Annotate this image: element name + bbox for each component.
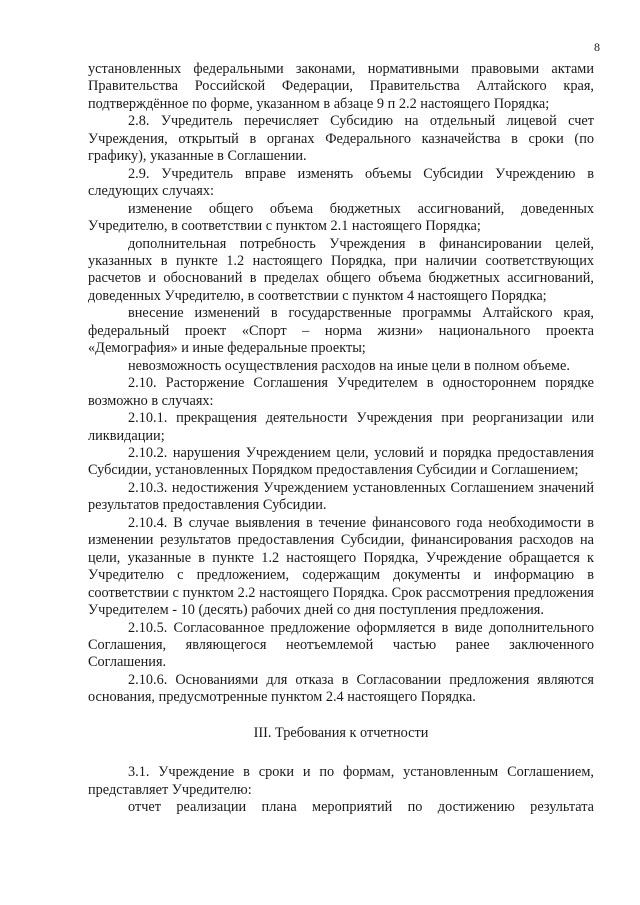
document-body bbox=[88, 61, 594, 817]
paragraph: отчет реализации плана мероприятий по достижению результата bbox=[128, 799, 594, 816]
section-heading: III. Требования к отчетности bbox=[253, 724, 429, 741]
paragraph: 2.9. Учредитель вправе изменять объемы Субсидии Учреждению в следующих случаях: bbox=[88, 165, 594, 200]
paragraph: внесение изменений в государственные программы Алтайского края, федеральный проект «Спорт – норма жизни» национального проекта «Демография» и иные федеральные проекты; bbox=[88, 305, 594, 357]
paragraph: 2.10.6. Основаниями для отказа в Согласовании предложения являются основания, предусмотренные пунктом 2.4 настоящего Порядка. bbox=[88, 671, 594, 706]
paragraph: 3.1. Учреждение в сроки и по формам, установленным Соглашением, представляет Учредителю: bbox=[88, 764, 594, 798]
paragraph: установленных федеральными законами, нормативными правовыми актами Правительства Российской Федерации, Правительства Алтайского края, подтверждённое по форме, указанном в абзаце 9 п 2.2 настоящего Порядка; bbox=[88, 61, 594, 112]
paragraph: 2.8. Учредитель перечисляет Субсидию на отдельный лицевой счет Учреждения, открытый в органах Федерального казначейства в сроки (по графику), указанные в Соглашении. bbox=[88, 113, 594, 165]
paragraph: изменение общего объема бюджетных ассигнований, доведенных Учредителю, в соответствии с пунктом 2.1 настоящего Порядка; bbox=[88, 200, 594, 235]
paragraph: 2.10.3. недостижения Учреждением установленных Соглашением значений результатов предоставления Субсидии. bbox=[88, 479, 594, 514]
paragraph: 2.10.1. прекращения деятельности Учреждения при реорганизации или ликвидации; bbox=[88, 410, 594, 444]
page-number: 8 bbox=[594, 40, 600, 54]
paragraph: 2.10.2. нарушения Учреждением цели, условий и порядка предоставления Субсидии, установленных Порядком предоставления Субсидии и Соглашением; bbox=[88, 444, 594, 479]
paragraph: 2.10.4. В случае выявления в течение финансового года необходимости в изменении результатов предоставления Субсидии, финансирования расходов на цели, указанные в пункте 1.2 настоящего Порядка, Учреждение обращается к Учредителю с предложением, содержащим документы и информацию в соответствии с пунктом 2.2 настоящего Порядка. Срок рассмотрения предложения Учредителем - 10 (десять) рабочих дней со дня поступления предложения. bbox=[88, 514, 594, 619]
paragraph: 2.10. Расторжение Соглашения Учредителем в одностороннем порядке возможно в случаях: bbox=[88, 375, 594, 409]
paragraph: 2.10.5. Согласованное предложение оформляется в виде дополнительного Соглашения, являющегося неотъемлемой частью ранее заключенного Соглашения. bbox=[88, 619, 594, 671]
paragraph: невозможность осуществления расходов на иные цели в полном объеме. bbox=[128, 357, 570, 374]
paragraph: дополнительная потребность Учреждения в финансировании целей, указанных в пункте 1.2 настоящего Порядка, при наличии соответствующих расчетов и обоснований в пределах общего объема бюджетных ассигнований, доведенных Учредителю, в соответствии с пунктом 4 настоящего Порядка; bbox=[88, 235, 594, 304]
